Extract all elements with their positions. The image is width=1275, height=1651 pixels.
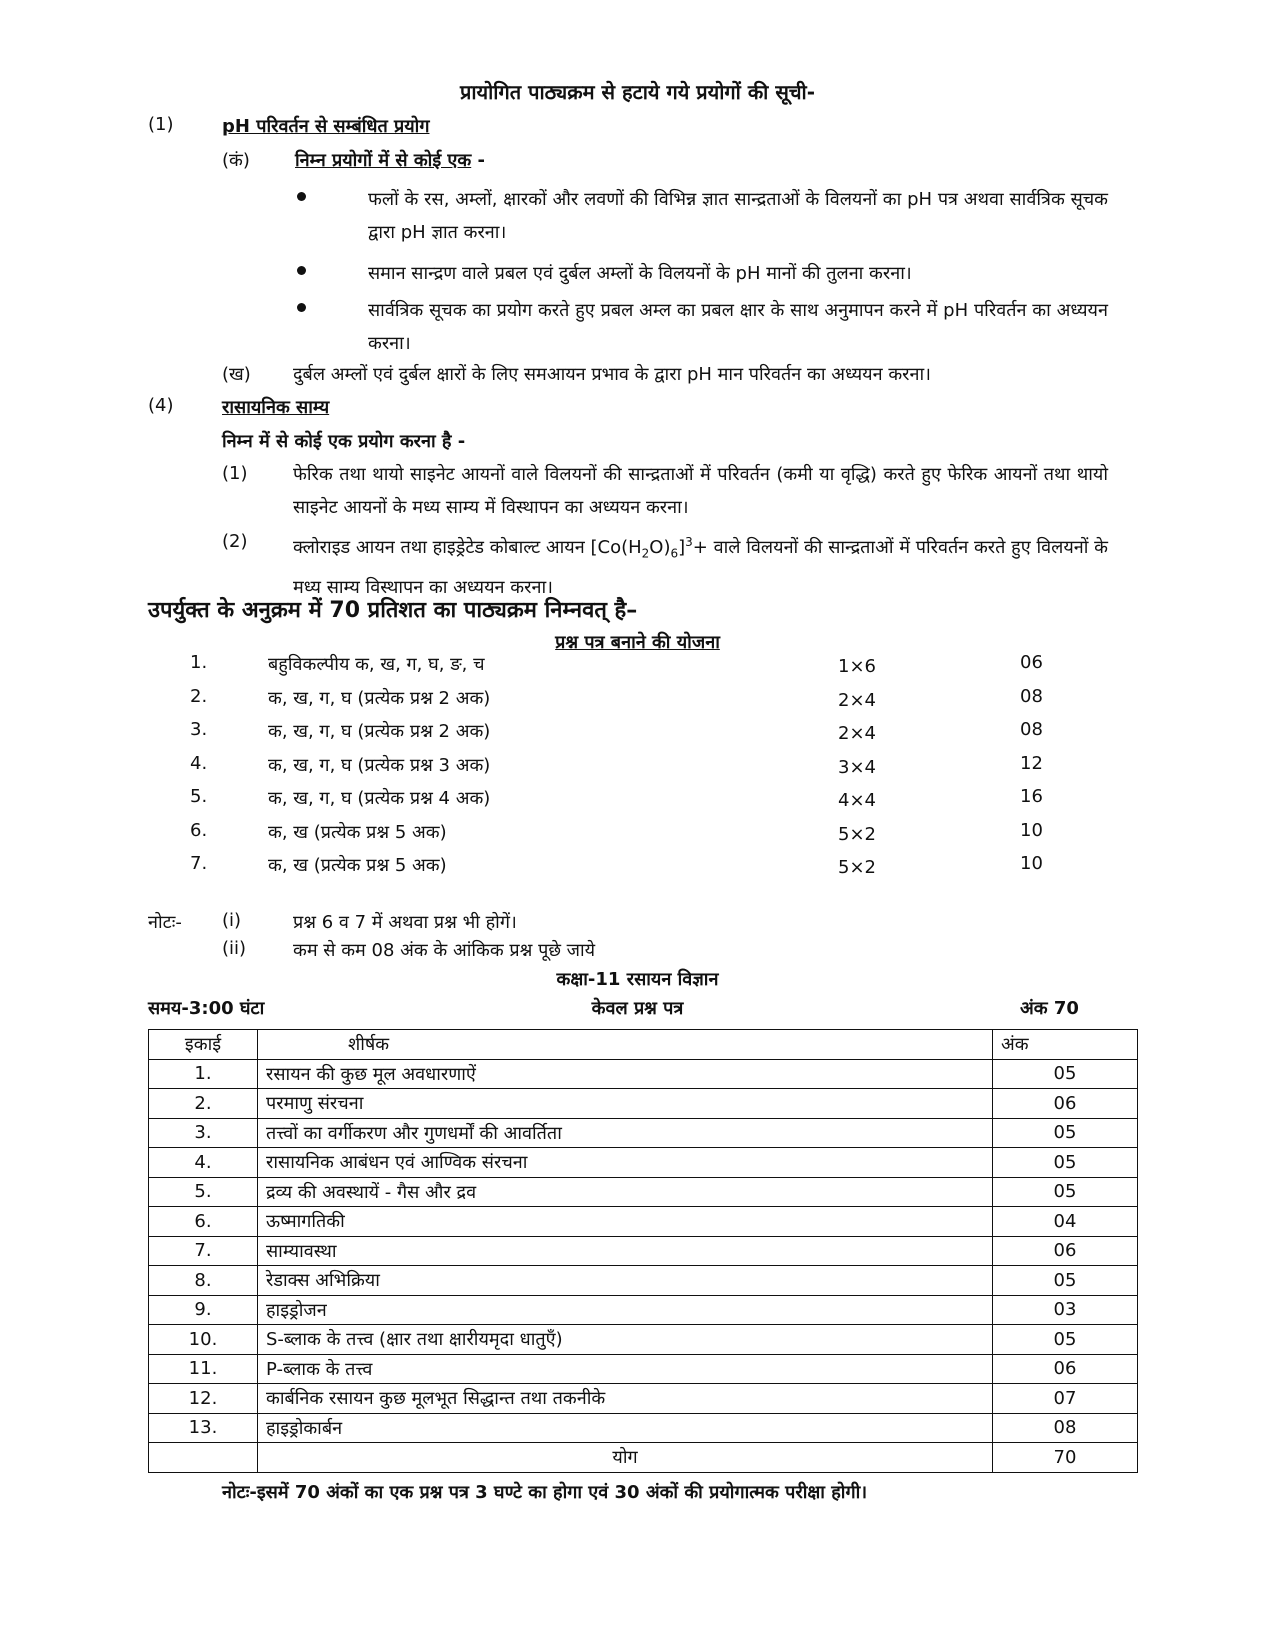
unit-marks: 03 (993, 1295, 1138, 1325)
unit-number: 11. (149, 1354, 258, 1384)
scheme-row (0, 719, 1275, 753)
unit-marks: 06 (993, 1354, 1138, 1384)
scheme-row-calculation: 1×6 (838, 656, 876, 677)
unit-title: S-ब्लाक के तत्त्व (क्षार तथा क्षारीयमृदा धातुएँ) (258, 1325, 993, 1355)
scheme-row-calculation: 5×2 (838, 857, 876, 878)
paper-label: केवल प्रश्न पत्र (591, 998, 684, 1019)
sub-label-ka: (कं) (222, 150, 250, 171)
unit-marks: 08 (993, 1413, 1138, 1443)
unit-number: 5. (149, 1177, 258, 1207)
scheme-row-number: 6. (190, 819, 208, 841)
unit-number: 2. (149, 1089, 258, 1119)
max-marks-label: अंक 70 (1020, 998, 1079, 1019)
section-heading-equilibrium: रासायनिक साम्य (222, 397, 330, 418)
unit-number: 7. (149, 1236, 258, 1266)
section-instruction: निम्न में से कोई एक प्रयोग करना है - (222, 431, 466, 452)
scheme-row-description: क, ख (प्रत्येक प्रश्न 5 अक) (268, 855, 447, 876)
scheme-row-calculation: 4×4 (838, 790, 876, 811)
note-label-ii: (ii) (222, 938, 247, 959)
table-row (149, 1207, 1138, 1237)
table-row (149, 1413, 1138, 1443)
bullet-icon (297, 192, 306, 201)
scheme-row (0, 686, 1275, 720)
unit-title: रासायनिक आबंधन एवं आण्विक संरचना (258, 1148, 993, 1178)
scheme-row-marks: 10 (1020, 819, 1043, 841)
unit-marks: 06 (993, 1089, 1138, 1119)
scheme-row (0, 820, 1275, 854)
scheme-row-number: 2. (190, 685, 208, 707)
unit-title: रसायन की कुछ मूल अवधारणाऐं (258, 1059, 993, 1089)
table-row (149, 1354, 1138, 1384)
table-row (149, 1177, 1138, 1207)
class-title: कक्षा-11 रसायन विज्ञान (556, 969, 719, 990)
scheme-row-number: 7. (190, 853, 208, 874)
table-row (149, 1059, 1138, 1089)
scheme-row-number: 4. (190, 752, 208, 774)
unit-marks: 05 (993, 1118, 1138, 1148)
bullet-item-3: सार्वत्रिक सूचक का प्रयोग करते हुए प्रबल अम्ल का प्रबल क्षार के साथ अनुमापन करने में pH परिवर्तन का अध्ययन करना। (368, 300, 1108, 354)
note-text-ii: कम से कम 08 अंक के आंकिक प्रश्न पूछे जाये (293, 940, 596, 961)
scheme-row-description: क, ख, ग, घ (प्रत्येक प्रश्न 2 अक) (268, 687, 491, 709)
unit-marks: 05 (993, 1059, 1138, 1089)
unit-number: 9. (149, 1295, 258, 1325)
section-number-1: (1) (148, 114, 174, 135)
unit-marks: 04 (993, 1207, 1138, 1237)
unit-number: 3. (149, 1118, 258, 1148)
sub-heading-ka-dash: - (477, 150, 485, 171)
item-text-1: फेरिक तथा थायो साइनेट आयनों वाले विलयनों की सान्द्रताओं में परिवर्तन (कमी या वृद्धि) करते हुए फेरिक आयनों तथा थायो साइनेट आयनों के मध्य साम्य में विस्थापन का अध्ययन करना। (293, 464, 1108, 518)
note-label: नोटः- (148, 912, 182, 933)
unit-number: 13. (149, 1413, 258, 1443)
unit-number: 8. (149, 1266, 258, 1296)
total-label: योग (258, 1443, 993, 1473)
unit-title: हाइड्रोकार्बन (258, 1413, 993, 1443)
unit-marks: 05 (993, 1177, 1138, 1207)
scheme-row-calculation: 2×4 (838, 723, 876, 744)
unit-title: परमाणु संरचना (258, 1089, 993, 1119)
unit-marks: 05 (993, 1266, 1138, 1296)
table-total-row (149, 1443, 1138, 1473)
bullet-item-1: फलों के रस, अम्लों, क्षारकों और लवणों की विभिन्न ज्ञात सान्द्रताओं के विलयनों का pH पत्र अथवा सार्वत्रिक सूचक द्वारा pH ज्ञात करना। (368, 189, 1108, 243)
header-unit: इकाई (149, 1030, 258, 1060)
time-label: समय-3:00 घंटा (148, 998, 265, 1019)
item-label-1: (1) (222, 463, 248, 484)
unit-number: 4. (149, 1148, 258, 1178)
scheme-row (0, 753, 1275, 787)
unit-title: तत्त्वों का वर्गीकरण और गुणधर्मों की आवर्तिता (258, 1118, 993, 1148)
unit-marks: 05 (993, 1148, 1138, 1178)
scheme-title: प्रश्न पत्र बनाने की योजना (555, 632, 720, 653)
scheme-row-number: 1. (190, 652, 208, 673)
bullet-item-2: समान सान्द्रण वाले प्रबल एवं दुर्बल अम्लों के विलयनों के pH मानों की तुलना करना। (368, 263, 912, 284)
table-header-row (149, 1030, 1138, 1060)
scheme-row-marks: 10 (1020, 853, 1043, 874)
scheme-row-marks: 08 (1020, 719, 1043, 740)
section-heading-ph: pH परिवर्तन से सम्बंधित प्रयोग (222, 116, 430, 137)
scheme-row-calculation: 5×2 (838, 823, 876, 845)
scheme-row-number: 5. (190, 786, 208, 807)
note-label-i: (i) (222, 910, 242, 931)
unit-number: 12. (149, 1384, 258, 1414)
table-row (149, 1089, 1138, 1119)
note-text-i: प्रश्न 6 व 7 में अथवा प्रश्न भी होगें। (293, 912, 517, 933)
table-row (149, 1118, 1138, 1148)
bullet-icon (297, 266, 306, 275)
unit-title: द्रव्य की अवस्थायें - गैस और द्रव (258, 1177, 993, 1207)
unit-title: ऊष्मागतिकी (258, 1207, 993, 1237)
table-row (149, 1148, 1138, 1178)
scheme-row-description: क, ख, ग, घ (प्रत्येक प्रश्न 4 अक) (268, 788, 491, 809)
unit-title: कार्बनिक रसायन कुछ मूलभूत सिद्धान्त तथा तकनीके (258, 1384, 993, 1414)
scheme-row-description: बहुविकल्पीय क, ख, ग, घ, ङ, च (268, 654, 485, 675)
table-row (149, 1236, 1138, 1266)
sub-text-kha: दुर्बल अम्लों एवं दुर्बल क्षारों के लिए समआयन प्रभाव के द्वारा pH मान परिवर्तन का अध्ययन करना। (293, 364, 931, 385)
scheme-row-number: 3. (190, 719, 208, 740)
scheme-row-description: क, ख (प्रत्येक प्रश्न 5 अक) (268, 821, 447, 843)
final-note: नोटः-इसमें 70 अंकों का एक प्रश्न पत्र 3 घण्टे का होगा एवं 30 अंकों की प्रयोगात्मक परीक्षा होगी। (222, 1482, 868, 1503)
syllabus-heading: उपर्युक्त के अनुक्रम में 70 प्रतिशत का पाठ्यक्रम निम्नवत् है– (148, 598, 638, 623)
sub-heading-ka-text: निम्न प्रयोगों में से कोई एक (295, 150, 472, 171)
unit-marks: 05 (993, 1325, 1138, 1355)
unit-marks: 06 (993, 1236, 1138, 1266)
scheme-row-marks: 16 (1020, 786, 1043, 807)
unit-title: साम्यावस्था (258, 1236, 993, 1266)
scheme-row-description: क, ख, ग, घ (प्रत्येक प्रश्न 3 अक) (268, 754, 491, 776)
table-row (149, 1266, 1138, 1296)
scheme-row-marks: 12 (1020, 752, 1043, 774)
table-row (149, 1295, 1138, 1325)
item-label-2: (2) (222, 531, 248, 552)
unit-number: 10. (149, 1325, 258, 1355)
unit-title: रेडाक्स अभिक्रिया (258, 1266, 993, 1296)
scheme-row (0, 652, 1275, 686)
scheme-row-calculation: 2×4 (838, 689, 876, 711)
unit-title: हाइड्रोजन (258, 1295, 993, 1325)
scheme-row-description: क, ख, ग, घ (प्रत्येक प्रश्न 2 अक) (268, 721, 491, 742)
item-text-2: क्लोराइड आयन तथा हाइड्रेटेड कोबाल्ट आयन $[Co(H_2O)_6]^3+$ वाले विलयनों की सान्द्रताओं में परिवर्तन करते हुए विलयनों के मध्य साम्य विस्थापन का अध्ययन करना। (293, 535, 1108, 598)
total-marks: 70 (993, 1443, 1138, 1473)
scheme-row-marks: 08 (1020, 685, 1043, 707)
scheme-row-calculation: 3×4 (838, 756, 876, 778)
scheme-row (0, 853, 1275, 887)
table-row (149, 1325, 1138, 1355)
unit-number: 6. (149, 1207, 258, 1237)
unit-title: P-ब्लाक के तत्त्व (258, 1354, 993, 1384)
unit-marks: 07 (993, 1384, 1138, 1414)
sub-label-kha: (ख) (222, 364, 251, 385)
sub-heading-ka (295, 148, 485, 172)
marks-table (148, 1029, 1138, 1473)
bullet-icon (297, 303, 306, 312)
unit-number: 1. (149, 1059, 258, 1089)
section-number-4: (4) (148, 395, 174, 416)
header-title: शीर्षक (258, 1030, 993, 1060)
header-marks: अंक (993, 1030, 1138, 1060)
table-row (149, 1384, 1138, 1414)
scheme-row (0, 786, 1275, 820)
scheme-row-marks: 06 (1020, 652, 1043, 673)
page-title: प्रायोगित पाठ्यक्रम से हटाये गये प्रयोगों की सूची- (459, 80, 816, 104)
